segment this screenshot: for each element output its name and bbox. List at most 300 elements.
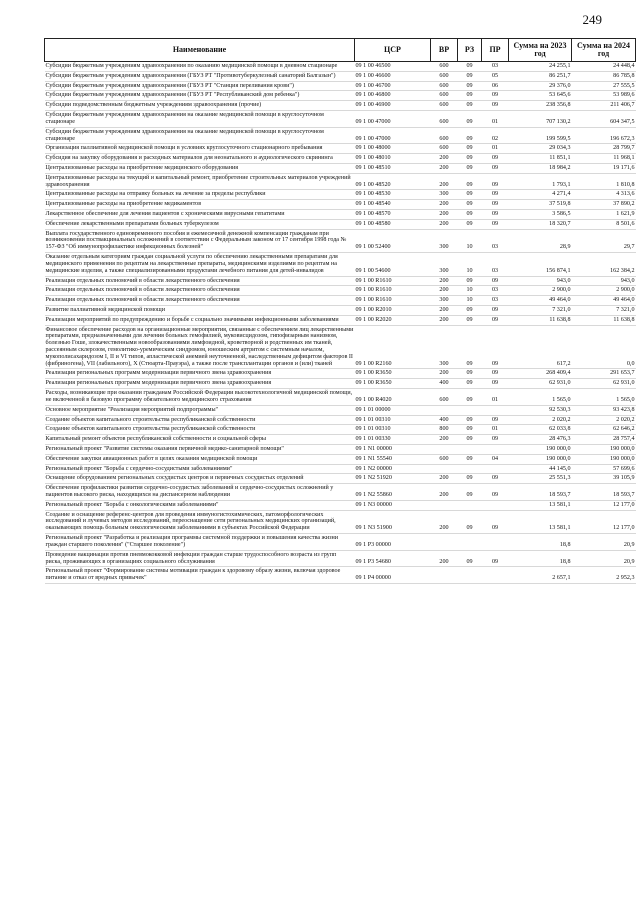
row-rz: 09 <box>458 435 482 445</box>
row-sum-2024: 211 406,7 <box>572 101 636 111</box>
table-row <box>45 325 636 369</box>
row-vr: 300 <box>431 296 458 306</box>
row-name: Реализация региональных программ модернизации первичного звена здравоохранения <box>45 369 355 379</box>
row-rz: 09 <box>458 190 482 200</box>
row-csr: 09 1 00 52400 <box>355 229 431 252</box>
row-pr: 03 <box>482 286 509 296</box>
row-csr: 09 1 00 46500 <box>355 62 431 72</box>
row-pr <box>482 500 509 510</box>
row-vr: 200 <box>431 173 458 190</box>
row-rz: 09 <box>458 111 482 128</box>
row-pr: 03 <box>482 253 509 276</box>
row-csr: 09 1 00 R2160 <box>355 325 431 369</box>
row-name: Субсидии бюджетным учреждениям здравоохранения (ГБУЗ РТ "Станция переливания крови") <box>45 81 355 91</box>
row-csr: 09 1 00 46800 <box>355 91 431 101</box>
row-pr: 09 <box>482 190 509 200</box>
header-vr: ВР <box>431 39 458 62</box>
row-sum-2024: 49 464,0 <box>572 296 636 306</box>
row-vr: 600 <box>431 144 458 154</box>
row-csr: 09 1 00 48510 <box>355 163 431 173</box>
row-vr: 200 <box>431 163 458 173</box>
table-row <box>45 276 636 286</box>
row-name: Создание объектов капитального строительства республиканской собственности <box>45 415 355 425</box>
row-name: Региональный проект "Развитие системы оказания первичной медико-санитарной помощи" <box>45 444 355 454</box>
row-vr: 600 <box>431 91 458 101</box>
row-sum-2024: 28 799,7 <box>572 144 636 154</box>
table-row <box>45 229 636 252</box>
row-name: Региональный проект "Борьба с онкологическими заболеваниями" <box>45 500 355 510</box>
row-rz: 09 <box>458 144 482 154</box>
row-pr: 09 <box>482 484 509 501</box>
row-vr: 200 <box>431 315 458 325</box>
table-row <box>45 286 636 296</box>
row-rz: 09 <box>458 154 482 164</box>
row-rz: 09 <box>458 101 482 111</box>
row-sum-2024: 196 672,3 <box>572 127 636 144</box>
row-rz: 09 <box>458 474 482 484</box>
row-name: Реализация отдельных полномочий в области лекарственного обеспечения <box>45 296 355 306</box>
row-sum-2023: 28 476,3 <box>509 435 572 445</box>
row-pr: 09 <box>482 369 509 379</box>
row-vr: 200 <box>431 474 458 484</box>
row-sum-2023: 2 020,2 <box>509 415 572 425</box>
table-row <box>45 144 636 154</box>
row-csr: 09 1 01 00310 <box>355 425 431 435</box>
table-row <box>45 127 636 144</box>
row-csr: 09 1 00 R2020 <box>355 315 431 325</box>
row-vr: 200 <box>431 305 458 315</box>
row-pr <box>482 405 509 415</box>
row-rz: 10 <box>458 253 482 276</box>
table-row <box>45 444 636 454</box>
row-sum-2023: 28,9 <box>509 229 572 252</box>
table-row <box>45 315 636 325</box>
row-sum-2023: 24 255,1 <box>509 62 572 72</box>
row-sum-2024: 8 501,6 <box>572 219 636 229</box>
row-csr: 09 1 00 R1610 <box>355 276 431 286</box>
row-sum-2023: 2 657,1 <box>509 567 572 584</box>
row-sum-2023: 62 931,0 <box>509 379 572 389</box>
row-sum-2024: 62 931,0 <box>572 379 636 389</box>
row-vr: 200 <box>431 200 458 210</box>
row-csr: 09 1 00 47000 <box>355 127 431 144</box>
row-name: Реализация отдельных полномочий в области лекарственного обеспечения <box>45 286 355 296</box>
table-row <box>45 550 636 567</box>
row-sum-2024: 190 000,0 <box>572 444 636 454</box>
row-pr: 09 <box>482 315 509 325</box>
row-csr: 09 1 00 48580 <box>355 219 431 229</box>
row-sum-2023: 199 599,5 <box>509 127 572 144</box>
row-pr <box>482 567 509 584</box>
row-pr: 06 <box>482 81 509 91</box>
row-name: Обеспечение закупки авиационных работ в целях оказания медицинской помощи <box>45 454 355 464</box>
table-row <box>45 296 636 306</box>
table-row <box>45 173 636 190</box>
row-name: Оказание отдельным категориям граждан социальной услуги по обеспечению лекарственными препаратами для медицинского применения по рецептам на лекарственные препараты, медицинскими изделиями по рецептам на медицинские изделия, а также специализированными продуктами лечебного питания для детей-инвалидов <box>45 253 355 276</box>
row-name: Выплата государственного единовременного пособия и ежемесячной денежной компенсации гражданам при возникновении поствакцинальных осложнений в соответствии с Федеральным законом от 17 сентября 1998 года № 157-ФЗ "Об иммунопрофилактике инфекционных болезней" <box>45 229 355 252</box>
row-sum-2024: 19 171,6 <box>572 163 636 173</box>
row-name: Субсидии бюджетным учреждениям здравоохранения на оказание медицинской помощи в круглосуточном стационаре <box>45 111 355 128</box>
header-sum-2024: Сумма на 2024 год <box>572 39 636 62</box>
row-vr: 300 <box>431 325 458 369</box>
header-pr: ПР <box>482 39 509 62</box>
row-name: Субсидии бюджетным учреждениям здравоохранения на оказание медицинской помощи в круглосуточном стационаре <box>45 127 355 144</box>
row-vr: 600 <box>431 127 458 144</box>
row-rz: 09 <box>458 315 482 325</box>
table-row <box>45 111 636 128</box>
row-rz: 09 <box>458 62 482 72</box>
row-sum-2023: 190 000,0 <box>509 454 572 464</box>
table-row <box>45 101 636 111</box>
row-vr: 200 <box>431 369 458 379</box>
row-csr: 09 1 N3 00000 <box>355 500 431 510</box>
row-name: Централизованные расходы на текущий и капитальный ремонт, приобретение строительных материалов учреждений здравоохранения <box>45 173 355 190</box>
row-sum-2023: 37 519,8 <box>509 200 572 210</box>
row-csr: 09 1 00 R3650 <box>355 369 431 379</box>
row-pr: 09 <box>482 415 509 425</box>
row-sum-2024: 0,0 <box>572 325 636 369</box>
row-rz: 09 <box>458 415 482 425</box>
row-vr: 400 <box>431 379 458 389</box>
row-csr: 09 1 N1 55540 <box>355 454 431 464</box>
table-row <box>45 154 636 164</box>
row-sum-2024: 162 384,2 <box>572 253 636 276</box>
table-row <box>45 71 636 81</box>
row-name: Централизованные расходы на приобретение медикаментов <box>45 200 355 210</box>
row-sum-2024: 28 757,4 <box>572 435 636 445</box>
row-vr <box>431 405 458 415</box>
table-row <box>45 415 636 425</box>
row-csr: 09 1 00 R4020 <box>355 389 431 406</box>
row-sum-2023: 7 321,0 <box>509 305 572 315</box>
row-pr: 02 <box>482 127 509 144</box>
row-rz <box>458 464 482 474</box>
row-name: Реализация отдельных полномочий в области лекарственного обеспечения <box>45 276 355 286</box>
row-csr: 09 1 N3 51900 <box>355 510 431 533</box>
row-sum-2024: 291 653,7 <box>572 369 636 379</box>
header-csr: ЦСР <box>355 39 431 62</box>
row-csr: 09 1 00 46700 <box>355 81 431 91</box>
row-vr: 200 <box>431 210 458 220</box>
row-name: Обеспечение лекарственными препаратами больных туберкулезом <box>45 219 355 229</box>
row-pr <box>482 534 509 551</box>
table-row <box>45 484 636 501</box>
row-sum-2023: 4 271,4 <box>509 190 572 200</box>
row-csr: 09 1 01 00330 <box>355 435 431 445</box>
row-name: Централизованные расходы на отправку больных на лечение за пределы республики <box>45 190 355 200</box>
row-csr: 09 1 P4 00000 <box>355 567 431 584</box>
row-pr: 03 <box>482 62 509 72</box>
row-rz: 09 <box>458 425 482 435</box>
row-name: Организация паллиативной медицинской помощи в условиях круглосуточного стационарного пребывания <box>45 144 355 154</box>
row-vr: 300 <box>431 229 458 252</box>
row-csr: 09 1 00 R1610 <box>355 286 431 296</box>
row-pr: 09 <box>482 91 509 101</box>
table-row <box>45 425 636 435</box>
row-sum-2023: 18 593,7 <box>509 484 572 501</box>
row-pr: 03 <box>482 229 509 252</box>
row-vr: 600 <box>431 111 458 128</box>
header-rz: РЗ <box>458 39 482 62</box>
row-sum-2024: 2 952,3 <box>572 567 636 584</box>
row-sum-2024: 24 448,4 <box>572 62 636 72</box>
row-vr <box>431 444 458 454</box>
row-rz: 09 <box>458 91 482 101</box>
row-rz: 09 <box>458 484 482 501</box>
row-rz: 09 <box>458 276 482 286</box>
row-vr <box>431 500 458 510</box>
row-sum-2023: 18 320,7 <box>509 219 572 229</box>
row-name: Основное мероприятие "Реализация мероприятий подпрограммы" <box>45 405 355 415</box>
row-name: Финансовое обеспечение расходов на организационные мероприятия, связанные с обеспечением лиц лекарственными препаратами, предназначенными для лечения больных гемофилией, муковисцидозом, гипофизарным нанизмом, болезнью Гоше, злокачественными новообразованиями лимфоидной, кроветворной и родственных им тканей, рассеянным склерозом, гемолитико-уремическим синдромом, юношеским артритом с системным началом, мукополисахаридозом I, II и VI типов, апластической анемией неуточненной, наследственным дефицитом факторов II (фибриногена), VII (лабильного), X (Стюарта-Прауэра), а также после трансплантации органов и (или) тканей <box>45 325 355 369</box>
table-row <box>45 389 636 406</box>
row-sum-2023: 707 130,2 <box>509 111 572 128</box>
table-row <box>45 62 636 72</box>
row-vr <box>431 567 458 584</box>
row-sum-2023: 156 874,1 <box>509 253 572 276</box>
row-sum-2023: 29 376,0 <box>509 81 572 91</box>
row-pr: 09 <box>482 154 509 164</box>
row-sum-2023: 1 565,0 <box>509 389 572 406</box>
row-csr: 09 1 N2 00000 <box>355 464 431 474</box>
row-csr: 09 1 01 00310 <box>355 415 431 425</box>
row-pr: 09 <box>482 210 509 220</box>
row-pr: 09 <box>482 219 509 229</box>
row-vr: 200 <box>431 484 458 501</box>
row-vr: 600 <box>431 81 458 91</box>
row-vr: 200 <box>431 219 458 229</box>
row-pr: 09 <box>482 379 509 389</box>
row-csr: 09 1 00 48530 <box>355 190 431 200</box>
table-row <box>45 81 636 91</box>
row-sum-2024: 93 423,8 <box>572 405 636 415</box>
row-sum-2024: 12 177,0 <box>572 500 636 510</box>
row-sum-2024: 20,9 <box>572 534 636 551</box>
table-body <box>45 62 636 584</box>
row-csr: 09 1 00 48540 <box>355 200 431 210</box>
row-rz: 09 <box>458 210 482 220</box>
row-name: Субсидии бюджетным учреждениям здравоохранения (ГБУЗ РТ "Противотуберкулезный санаторий Балгазын") <box>45 71 355 81</box>
row-pr: 09 <box>482 305 509 315</box>
row-sum-2023: 62 033,8 <box>509 425 572 435</box>
row-sum-2024: 4 313,6 <box>572 190 636 200</box>
row-vr: 600 <box>431 71 458 81</box>
row-csr: 09 1 P3 54680 <box>355 550 431 567</box>
row-name: Капитальный ремонт объектов республиканской собственности и социальной сферы <box>45 435 355 445</box>
row-pr: 09 <box>482 173 509 190</box>
row-sum-2023: 11 638,8 <box>509 315 572 325</box>
row-sum-2024: 11 968,1 <box>572 154 636 164</box>
row-sum-2024: 1 565,0 <box>572 389 636 406</box>
table-row <box>45 510 636 533</box>
row-csr: 09 1 N1 00000 <box>355 444 431 454</box>
row-pr <box>482 444 509 454</box>
row-sum-2023: 238 356,8 <box>509 101 572 111</box>
table-row <box>45 474 636 484</box>
row-sum-2024: 27 555,5 <box>572 81 636 91</box>
row-vr: 300 <box>431 190 458 200</box>
row-pr: 09 <box>482 163 509 173</box>
row-name: Централизованные расходы на приобретение медицинского оборудования <box>45 163 355 173</box>
row-csr: 09 1 00 48010 <box>355 154 431 164</box>
row-sum-2024: 943,0 <box>572 276 636 286</box>
row-sum-2023: 2 900,0 <box>509 286 572 296</box>
row-sum-2023: 53 645,6 <box>509 91 572 101</box>
row-sum-2023: 190 000,0 <box>509 444 572 454</box>
row-vr: 200 <box>431 435 458 445</box>
row-pr: 09 <box>482 276 509 286</box>
row-rz: 09 <box>458 127 482 144</box>
row-sum-2024: 39 105,9 <box>572 474 636 484</box>
row-pr: 09 <box>482 200 509 210</box>
row-name: Лекарственное обеспечение для лечения пациентов с хроническими вирусными гепатитами <box>45 210 355 220</box>
row-vr: 200 <box>431 510 458 533</box>
row-sum-2024: 604 347,5 <box>572 111 636 128</box>
row-pr: 09 <box>482 474 509 484</box>
row-sum-2023: 49 464,0 <box>509 296 572 306</box>
row-sum-2024: 1 621,9 <box>572 210 636 220</box>
row-pr: 04 <box>482 454 509 464</box>
row-pr: 01 <box>482 389 509 406</box>
table-row <box>45 454 636 464</box>
row-rz <box>458 405 482 415</box>
row-pr: 09 <box>482 510 509 533</box>
row-pr: 01 <box>482 425 509 435</box>
row-pr: 03 <box>482 296 509 306</box>
row-name: Региональный проект "Борьба с сердечно-сосудистыми заболеваниями" <box>45 464 355 474</box>
row-rz: 09 <box>458 379 482 389</box>
row-pr: 01 <box>482 111 509 128</box>
row-sum-2024: 2 020,2 <box>572 415 636 425</box>
row-vr: 600 <box>431 389 458 406</box>
row-vr: 200 <box>431 154 458 164</box>
row-sum-2023: 617,2 <box>509 325 572 369</box>
row-csr: 09 1 00 54600 <box>355 253 431 276</box>
row-pr: 09 <box>482 325 509 369</box>
row-sum-2024: 18 593,7 <box>572 484 636 501</box>
budget-table <box>44 38 636 584</box>
row-rz <box>458 534 482 551</box>
row-name: Проведение вакцинации против пневмококковой инфекции граждан старше трудоспособного возраста из групп риска, проживающих в организациях социального обслуживания <box>45 550 355 567</box>
row-rz <box>458 567 482 584</box>
table-row <box>45 567 636 584</box>
row-name: Субсидии подведомственным бюджетным учреждениям здравоохранения (прочие) <box>45 101 355 111</box>
row-vr: 300 <box>431 253 458 276</box>
row-sum-2024: 20,9 <box>572 550 636 567</box>
row-vr <box>431 534 458 551</box>
row-sum-2023: 18 984,2 <box>509 163 572 173</box>
row-sum-2023: 3 586,5 <box>509 210 572 220</box>
table-row <box>45 305 636 315</box>
row-sum-2023: 86 251,7 <box>509 71 572 81</box>
row-csr: 09 1 P3 00000 <box>355 534 431 551</box>
row-rz: 09 <box>458 325 482 369</box>
row-pr <box>482 464 509 474</box>
row-name: Создание и оснащение референс-центров для проведения иммуногистохимических, патоморфологических исследований и лучевых методов исследований, переоснащение сети региональных медицинских организаций, оказывающих помощь больным онкологическими заболеваниями в субъектах Российской Федерации <box>45 510 355 533</box>
row-sum-2023: 18,8 <box>509 534 572 551</box>
row-sum-2023: 11 851,1 <box>509 154 572 164</box>
row-rz: 09 <box>458 454 482 464</box>
table-row <box>45 253 636 276</box>
row-vr: 800 <box>431 425 458 435</box>
row-name: Реализация региональных программ модернизации первичного звена здравоохранения <box>45 379 355 389</box>
table-row <box>45 405 636 415</box>
row-csr: 09 1 00 48520 <box>355 173 431 190</box>
row-csr: 09 1 00 48570 <box>355 210 431 220</box>
row-vr: 200 <box>431 276 458 286</box>
row-csr: 09 1 01 00000 <box>355 405 431 415</box>
row-rz: 09 <box>458 71 482 81</box>
table-row <box>45 190 636 200</box>
header-sum-2023: Сумма на 2023 год <box>509 39 572 62</box>
row-name: Оснащение оборудованием региональных сосудистых центров и первичных сосудистых отделений <box>45 474 355 484</box>
row-sum-2023: 92 530,3 <box>509 405 572 415</box>
table-row <box>45 210 636 220</box>
row-sum-2024: 7 321,0 <box>572 305 636 315</box>
row-csr: 09 1 N2 51920 <box>355 474 431 484</box>
row-rz: 09 <box>458 163 482 173</box>
row-vr: 400 <box>431 415 458 425</box>
row-csr: 09 1 00 R1610 <box>355 296 431 306</box>
row-vr: 600 <box>431 454 458 464</box>
row-sum-2024: 190 000,0 <box>572 454 636 464</box>
row-sum-2023: 44 145,0 <box>509 464 572 474</box>
row-sum-2024: 53 989,6 <box>572 91 636 101</box>
row-sum-2023: 29 034,3 <box>509 144 572 154</box>
row-sum-2024: 86 785,8 <box>572 71 636 81</box>
row-pr: 09 <box>482 435 509 445</box>
table-row <box>45 464 636 474</box>
row-sum-2024: 57 699,6 <box>572 464 636 474</box>
row-sum-2023: 18,8 <box>509 550 572 567</box>
row-vr: 200 <box>431 286 458 296</box>
row-name: Региональный проект "Разработка и реализация программы системной поддержки и повышения качества жизни граждан старшего поколения" ("Старшее поколение") <box>45 534 355 551</box>
table-row <box>45 534 636 551</box>
table-row <box>45 163 636 173</box>
row-pr: 05 <box>482 71 509 81</box>
row-sum-2024: 2 900,0 <box>572 286 636 296</box>
row-vr: 600 <box>431 62 458 72</box>
row-sum-2023: 1 793,1 <box>509 173 572 190</box>
row-sum-2023: 25 551,3 <box>509 474 572 484</box>
row-pr: 09 <box>482 550 509 567</box>
row-name: Реализация мероприятий по предупреждению и борьбе с социально значимыми инфекционными заболеваниями <box>45 315 355 325</box>
header-name: Наименование <box>45 39 355 62</box>
table-row <box>45 435 636 445</box>
row-sum-2024: 29,7 <box>572 229 636 252</box>
row-rz: 09 <box>458 81 482 91</box>
row-sum-2024: 1 810,8 <box>572 173 636 190</box>
row-sum-2024: 11 638,8 <box>572 315 636 325</box>
row-name: Региональный проект "Формирование системы мотивации граждан к здоровому образу жизни, включая здоровое питание и отказ от вредных привычек" <box>45 567 355 584</box>
row-csr: 09 1 00 46900 <box>355 101 431 111</box>
row-sum-2023: 268 409,4 <box>509 369 572 379</box>
row-rz: 09 <box>458 173 482 190</box>
row-rz: 09 <box>458 369 482 379</box>
table-row <box>45 91 636 101</box>
table-row <box>45 379 636 389</box>
row-name: Расходы, возникающие при оказании гражданам Российской Федерации высокотехнологичной медицинской помощи, не включенной в базовую программу обязательного медицинского страхования <box>45 389 355 406</box>
table-header-row <box>45 39 636 62</box>
row-rz: 09 <box>458 219 482 229</box>
row-rz: 10 <box>458 286 482 296</box>
row-rz: 09 <box>458 389 482 406</box>
row-csr: 09 1 00 46600 <box>355 71 431 81</box>
table-row <box>45 219 636 229</box>
row-sum-2024: 62 646,2 <box>572 425 636 435</box>
row-sum-2023: 13 581,1 <box>509 510 572 533</box>
page-number: 249 <box>582 12 602 27</box>
